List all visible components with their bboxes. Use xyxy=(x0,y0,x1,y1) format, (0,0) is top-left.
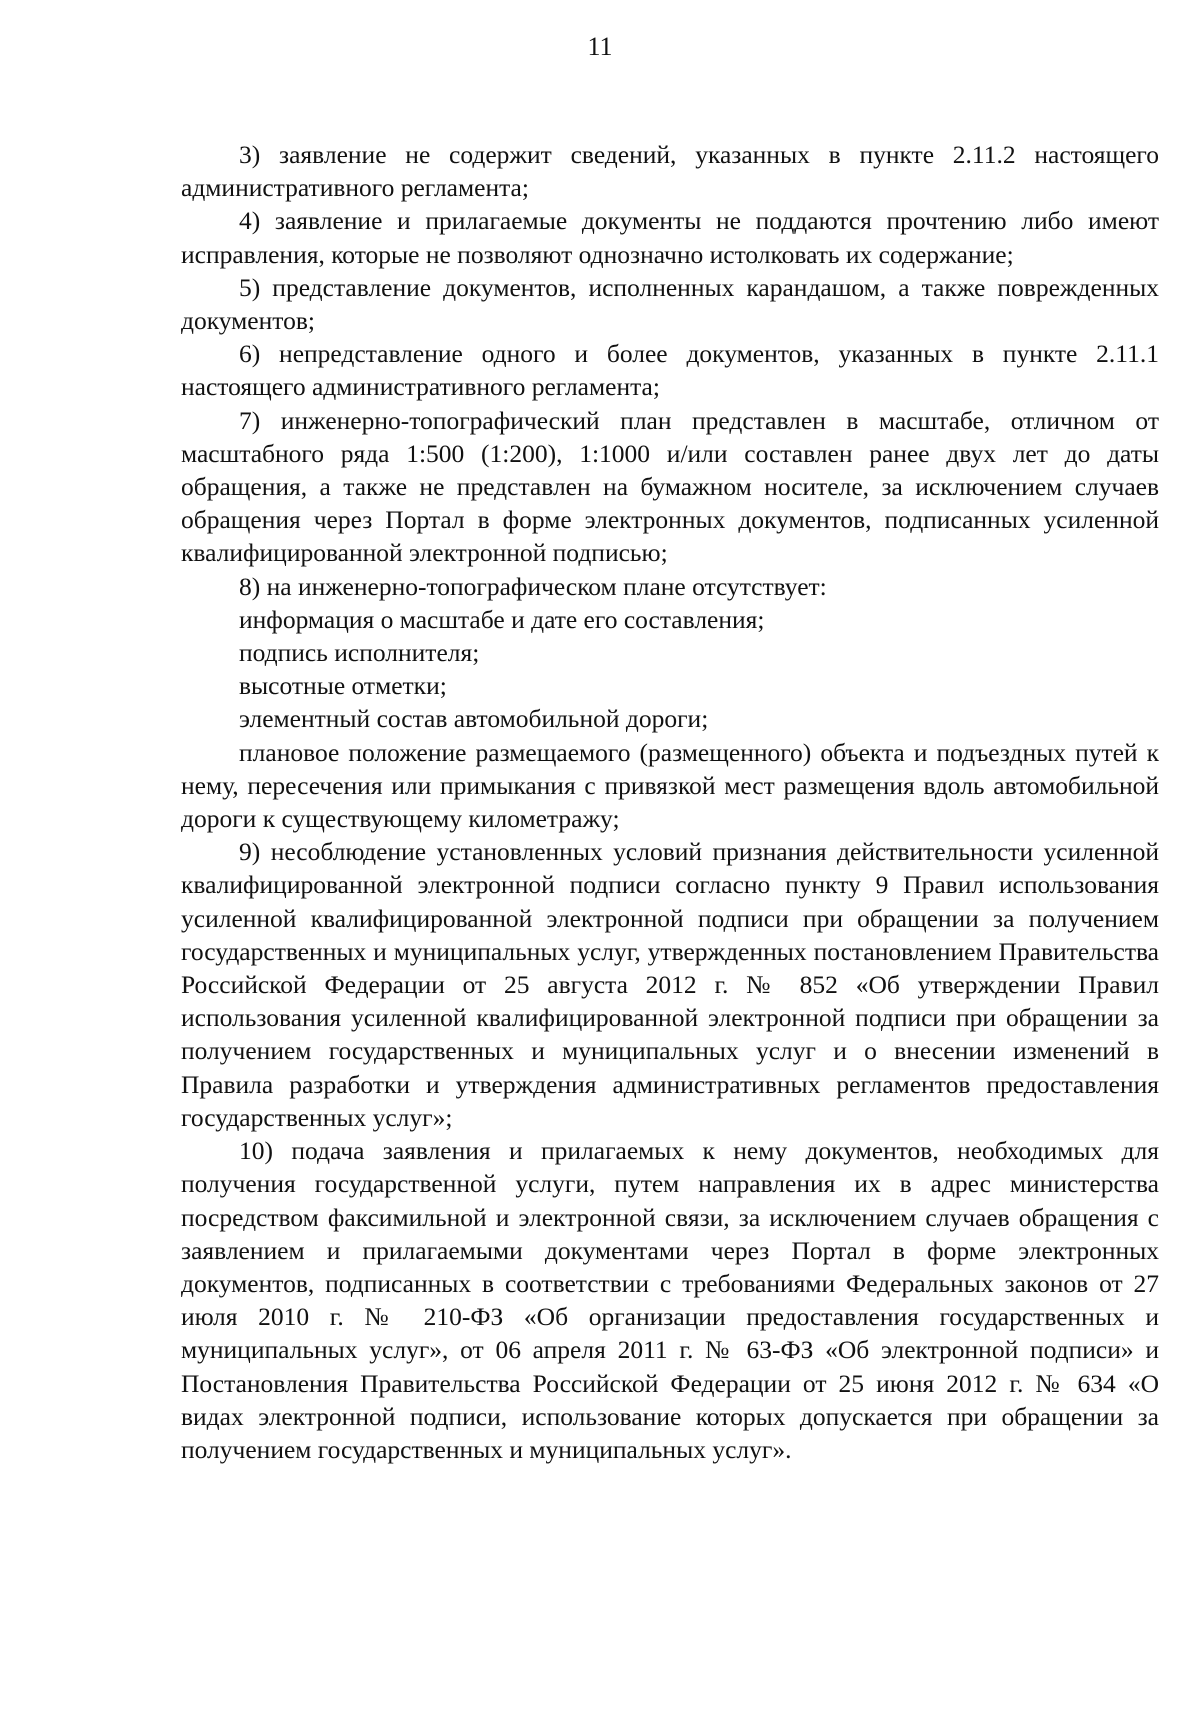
paragraph-item-9: 9) несоблюдение установленных условий признания действительности усиленной квалифицированной электронной подписи согласно пункту 9 Правил использования усиленной квалифицированной электронной подписи при обращении за получением государственных и муниципальных услуг, утвержденных постановлением Правительства Российской Федерации от 25 августа 2012 г. № 852 «Об утверждении Правил использования усиленной квалифицированной электронной подписи при обращении за получением государственных и муниципальных услуг и о внесении изменений в Правила разработки и утверждения административных регламентов предоставления государственных услуг»; xyxy=(181,837,1159,1132)
paragraph-item-8: 8) на инженерно-топографическом плане отсутствует: xyxy=(239,571,827,601)
paragraph-item-3: 3) заявление не содержит сведений, указанных в пункте 2.11.2 настоящего административного регламента; xyxy=(181,140,1159,203)
sub-item-scale-date: информация о масштабе и дате его составления; xyxy=(239,604,765,634)
paragraph-item-7: 7) инженерно-топографический план представлен в масштабе, отличном от масштабного ряда 1:500 (1:200), 1:1000 и/или составлен ранее двух лет до даты обращения, а также не представлен на бумажном носителе, за исключением случаев обращения через Портал в форме электронных документов, подписанных усиленной квалифицированной электронной подписью; xyxy=(181,405,1159,568)
paragraph-item-5: 5) представление документов, исполненных карандашом, а также поврежденных документов; xyxy=(181,272,1159,336)
sub-item-elevation-marks: высотные отметки; xyxy=(239,671,447,701)
page-number: 11 xyxy=(587,32,613,61)
sub-item-signature: подпись исполнителя; xyxy=(239,638,480,668)
sub-item-object-position: плановое положение размещаемого (размещенного) объекта и подъездных путей к нему, пересечения или примыкания с привязкой мест размещения вдоль автомобильной дороги к существующему километражу; xyxy=(181,737,1159,834)
paragraph-item-10: 10) подача заявления и прилагаемых к нему документов, необходимых для получения государственной услуги, путем направления их в адрес министерства посредством факсимильной и электронной связи, за исключением случаев обращения с заявлением и прилагаемыми документами через Портал в форме электронных документов, подписанных в соответствии с требованиями Федеральных законов от 27 июля 2010 г. № 210-ФЗ «Об организации предоставления государственных и муниципальных услуг», от 06 апреля 2011 г. № 63-ФЗ «Об электронной подписи» и Постановления Правительства Российской Федерации от 25 июня 2012 г. № 634 «О видах электронной подписи, использование которых допускается при обращении за получением государственных и муниципальных услуг». xyxy=(181,1136,1159,1464)
paragraph-item-6: 6) непредставление одного и более документов, указанных в пункте 2.11.1 настоящего административного регламента; xyxy=(181,339,1159,402)
sub-item-road-composition: элементный состав автомобильной дороги; xyxy=(239,704,709,734)
paragraph-item-4: 4) заявление и прилагаемые документы не поддаются прочтению либо имеют исправления, которые не позволяют однозначно истолковать их содержание; xyxy=(181,206,1159,269)
document-body xyxy=(181,138,1159,1466)
